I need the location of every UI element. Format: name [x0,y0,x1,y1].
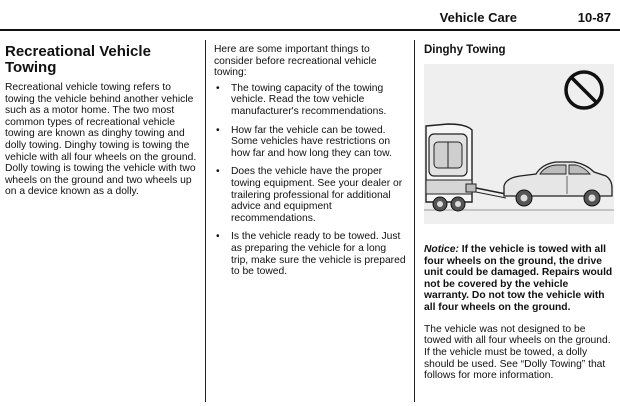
list-item-text: Does the vehicle have the proper towing equipment. See your dealer or trailering professional for additional advice and equipment recommendations. [231,166,403,224]
list-item [214,125,406,160]
illustration-svg [424,64,614,224]
dinghy-towing-illustration [424,64,614,224]
header-rule [0,29,620,31]
notice-text: If the vehicle is towed with all four wheels on the ground, the drive unit could be damaged. Repairs would not be covered by the vehicle warranty. Do not tow the vehicle with all four wheels on the ground. [424,244,613,313]
right-column [424,40,614,382]
bullet-glyph: • [216,82,220,94]
dinghy-paragraph: The vehicle was not designed to be towed with all four wheels on the ground. If the vehicle must be towed, a dolly should be used. See “Dolly Towing” that follows for more information. [424,323,611,382]
list-item-text: The towing capacity of the towing vehicle. Read the tow vehicle manufacturer's recommendations. [231,82,387,117]
intro-paragraph: Recreational vehicle towing refers to towing the vehicle behind another vehicle such as a motor home. The two most common types of recreational vehicle towing are known as dinghy towing and dolly towing. Dinghy towing is towing the vehicle with all four wheels on the ground. Dolly towing is towing the vehicle with two wheels on the ground and two wheels up on a device known as a dolly. [5,82,197,198]
list-item [214,166,406,224]
dinghy-towing-title: Dinghy Towing [424,44,506,56]
notice-label: Notice: [424,244,459,255]
considerations-intro: Here are some important things to consider before recreational vehicle towing: [214,44,377,79]
middle-column [214,40,406,285]
list-item [214,83,406,118]
list-item [214,231,406,277]
considerations-list [214,83,406,278]
list-item-text: Is the vehicle ready to be towed. Just as preparing the vehicle for a long trip, make sure the vehicle is prepared to be towed. [231,231,406,278]
bullet-glyph: • [216,231,220,243]
page-header [0,0,620,30]
header-section-title: Vehicle Care [439,10,517,25]
list-item-text: How far the vehicle can be towed. Some vehicles have restrictions on how far and how long they can tow. [231,124,392,159]
header-page-number: 10-87 [577,10,611,25]
bullet-glyph: • [216,124,220,136]
section-title: Recreational Vehicle Towing [5,43,151,76]
column-divider-2 [414,40,415,402]
bullet-glyph: • [216,166,220,178]
column-divider-1 [205,40,206,402]
left-column [5,40,197,198]
notice-block [424,244,614,314]
